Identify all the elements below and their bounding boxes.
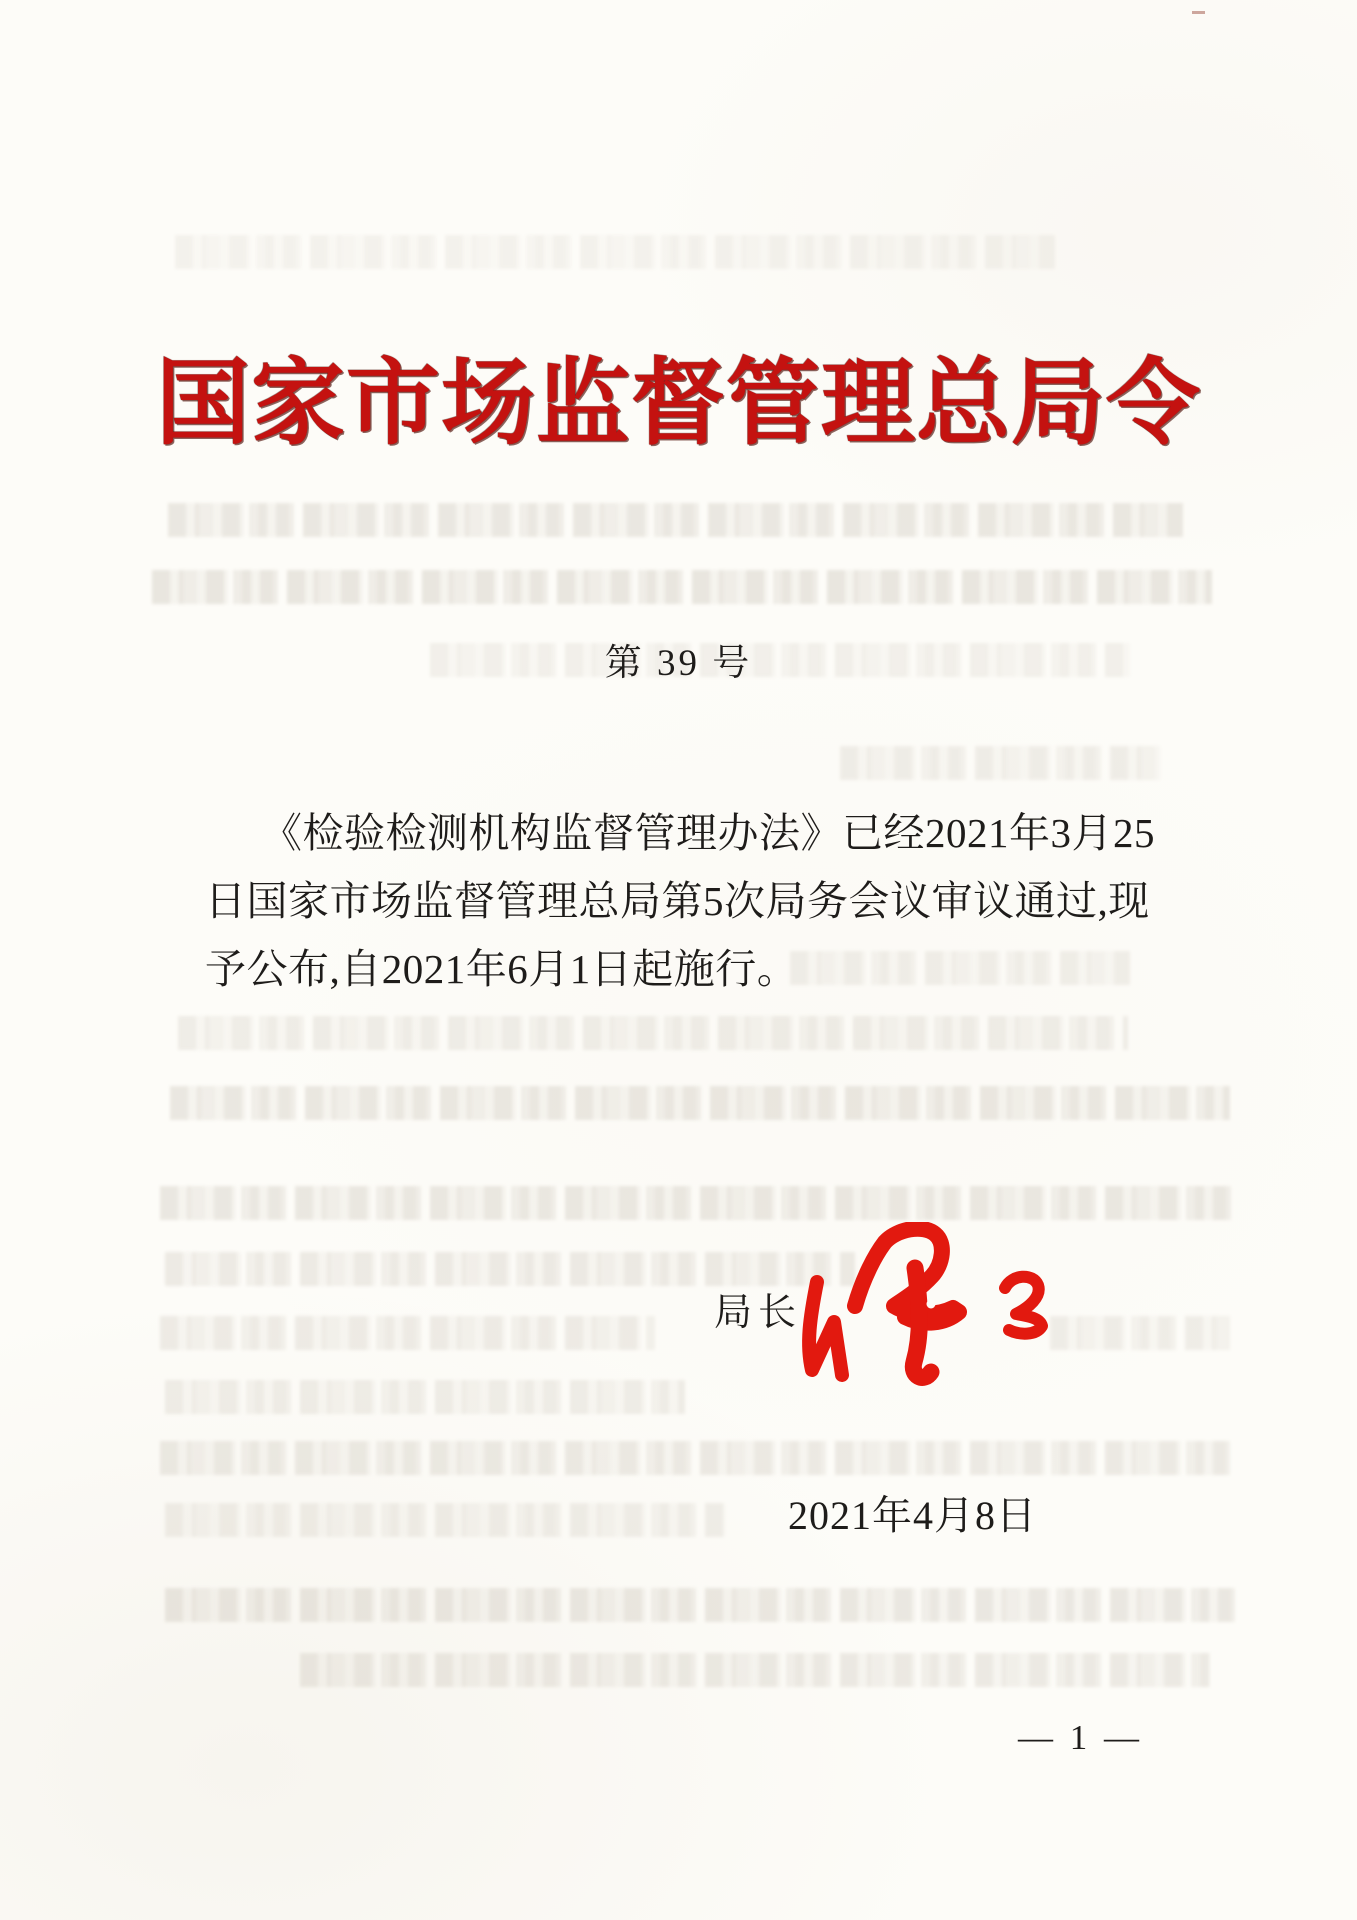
body-line: 予公布,自2021年6月1日起施行。 [205,946,799,992]
ghost-text-band [1050,1316,1230,1350]
page-number: — 1 — [1018,1718,1143,1757]
ghost-text-band [152,570,1212,604]
body-line: 《检验检测机构监督管理办法》已经2021年3月25 [261,810,1155,856]
ghost-text-band [168,503,1183,537]
ghost-text-band [175,235,1055,269]
ghost-text-band [170,1086,1230,1120]
ghost-text-band [160,1316,655,1350]
director-signature-scrawl [793,1222,1055,1392]
ghost-text-band [160,1186,1235,1220]
order-number: 第 39 号 [604,643,753,684]
ghost-text-band [165,1380,685,1414]
ghost-text-band [165,1503,725,1537]
ghost-text-band [840,746,1160,780]
body-line: 日国家市场监督管理总局第5次局务会议审议通过,现 [205,878,1150,924]
ghost-text-band [165,1252,855,1286]
scan-artifact-dash [1192,11,1205,14]
signer-title-label: 局长 [714,1292,803,1334]
ghost-text-band [165,1588,1235,1622]
document-date: 2021年4月8日 [788,1493,1037,1538]
ghost-text-band [300,1653,1210,1687]
body-paragraph [205,799,1155,1003]
ghost-text-band [178,1016,1128,1050]
document-title: 国家市场监督管理总局令 [155,352,1201,456]
ghost-text-band [160,1441,1230,1475]
